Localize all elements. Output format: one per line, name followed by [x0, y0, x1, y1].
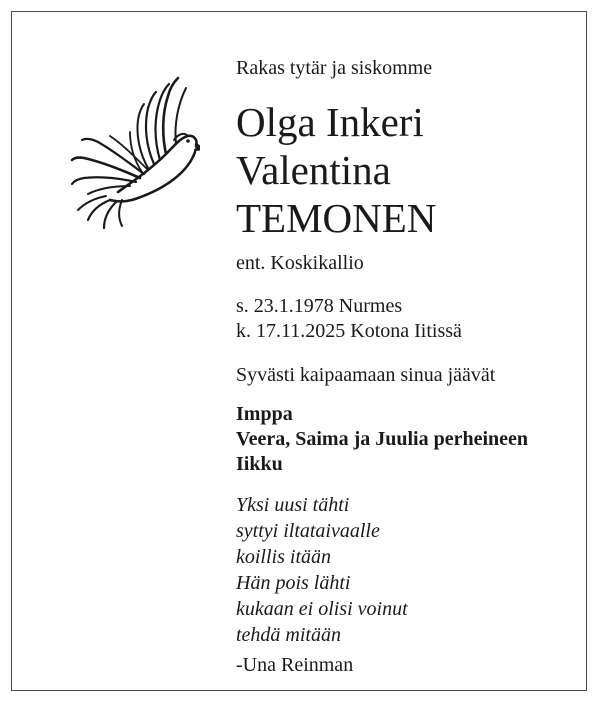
dove-icon [70, 74, 200, 234]
poem-line: koillis itään [236, 546, 331, 568]
obituary-notice [11, 11, 587, 691]
birth-info: s. 23.1.1978 Nurmes [236, 295, 403, 317]
mourner-name: Imppa [236, 403, 293, 425]
mourner-name: Iikku [236, 453, 283, 475]
poem-author: -Una Reinman [236, 654, 354, 676]
poem-line: kukaan ei olisi voinut [236, 598, 408, 620]
maiden-name: ent. Koskikallio [236, 252, 364, 274]
poem-line: Hän pois lähti [236, 572, 351, 594]
deceased-name-line-1: Olga Inkeri [236, 99, 424, 145]
poem-line: Yksi uusi tähti [236, 494, 350, 516]
mourner-name: Veera, Saima ja Juulia perheineen [236, 428, 529, 450]
intro-text: Rakas tytär ja siskomme [236, 57, 433, 79]
death-info: k. 17.11.2025 Kotona Iitissä [236, 320, 462, 342]
deceased-surname: TEMONEN [236, 195, 437, 241]
poem-line: tehdä mitään [236, 624, 341, 646]
poem-line: syttyi iltataivaalle [236, 520, 380, 542]
deceased-name-line-2: Valentina [236, 147, 391, 193]
mourning-text: Syvästi kaipaamaan sinua jäävät [236, 364, 496, 386]
